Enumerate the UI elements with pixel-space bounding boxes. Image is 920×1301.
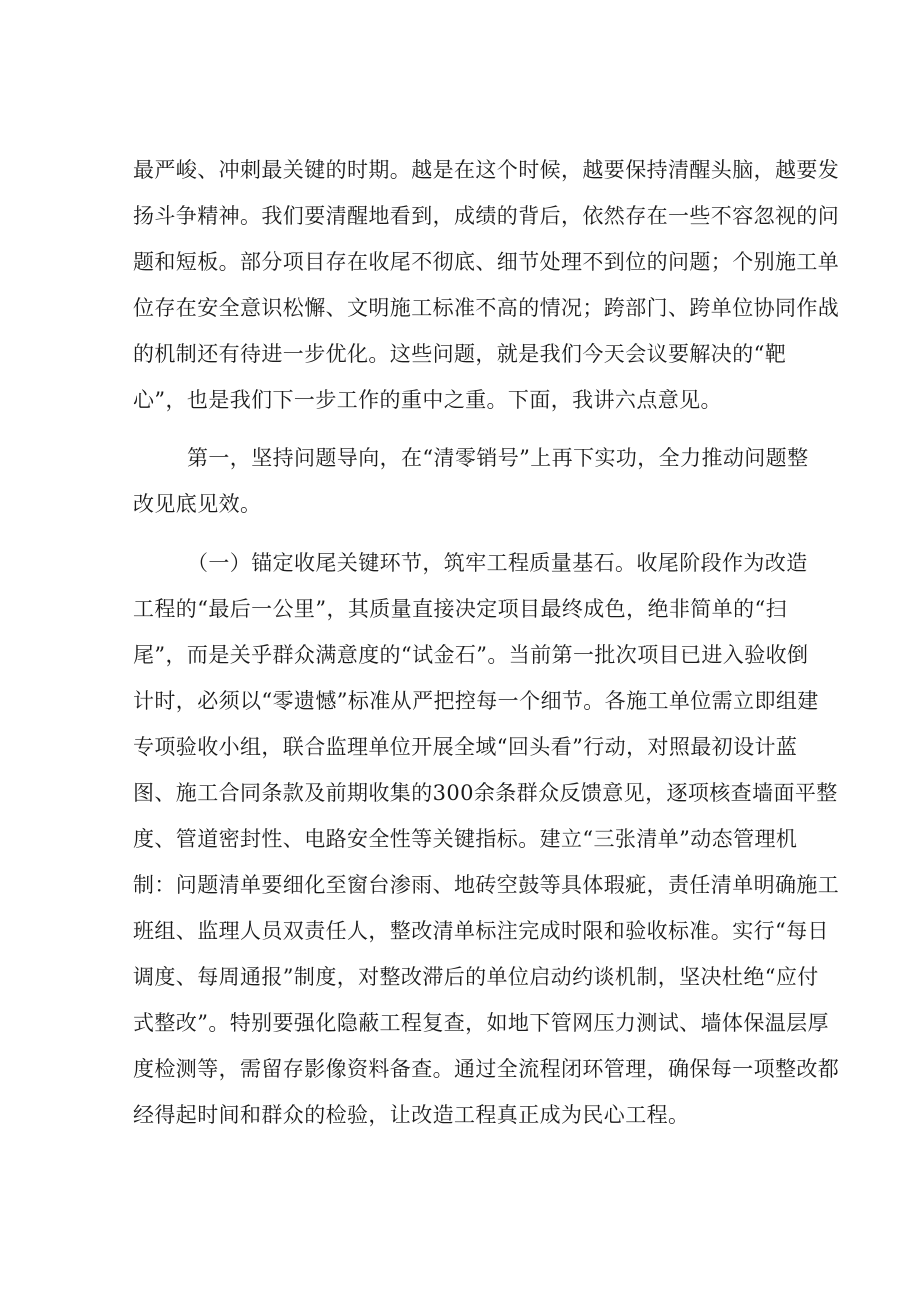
paragraph-1-line-4: 位存在安全意识松懈、文明施工标准不高的情况；跨部门、跨单位协同作战 <box>133 296 840 320</box>
paragraph-1-line-5: 的机制还有待进一步优化。这些问题，就是我们今天会议要解决的“靶 <box>133 342 787 366</box>
paragraph-3-line-1: （一）锚定收尾关键环节，筑牢工程质量基石。收尾阶段作为改造 <box>187 551 808 575</box>
paragraph-2-line-1: 第一，坚持问题导向，在“清零销号”上再下实功，全力推动问题整 <box>187 446 809 470</box>
paragraph-3-line-7: 度、管道密封性、电路安全性等关键指标。建立“三张清单”动态管理机 <box>133 827 798 851</box>
paragraph-3-line-8: 制：问题清单要细化至窗台渗雨、地砖空鼓等具体瑕疵，责任清单明确施工 <box>133 873 840 897</box>
paragraph-1-line-2: 扬斗争精神。我们要清醒地看到，成绩的背后，依然存在一些不容忽视的问 <box>133 204 840 228</box>
paragraph-3-line-13: 经得起时间和群众的检验，让改造工程真正成为民心工程。 <box>133 1103 690 1127</box>
paragraph-1-line-1: 最严峻、冲刺最关键的时期。越是在这个时候，越要保持清醒头脑，越要发 <box>133 158 840 182</box>
paragraph-3-line-9: 班组、监理人员双责任人，整改清单标注完成时限和验收标准。实行“每日 <box>133 919 829 943</box>
paragraph-2-line-2: 改见底见效。 <box>133 492 262 516</box>
paragraph-3-line-4: 计时，必须以“零遗憾”标准从严把控每一个细节。各施工单位需立即组建 <box>133 689 819 713</box>
paragraph-3-line-5: 专项验收小组，联合监理单位开展全域“回头看”行动，对照最初设计蓝 <box>133 735 798 759</box>
paragraph-3-line-2: 工程的“最后一公里”，其质量直接决定项目最终成色，绝非简单的“扫 <box>133 597 788 621</box>
paragraph-1-line-6: 心”，也是我们下一步工作的重中之重。下面，我讲六点意见。 <box>133 388 722 412</box>
paragraph-3-line-10: 调度、每周通报”制度，对整改滞后的单位启动约谈机制，坚决杜绝“应付 <box>133 965 819 989</box>
paragraph-3-line-3: 尾”，而是关乎群众满意度的“试金石”。当前第一批次项目已进入验收倒 <box>133 643 809 667</box>
paragraph-3-line-6: 图、施工合同条款及前期收集的300余条群众反馈意见，逐项核查墙面平整 <box>133 781 838 805</box>
paragraph-1-line-3: 题和短板。部分项目存在收尾不彻底、细节处理不到位的问题；个别施工单 <box>133 250 840 274</box>
paragraph-3-line-11: 式整改”。特别要强化隐蔽工程复查，如地下管网压力测试、墙体保温层厚 <box>133 1011 829 1035</box>
paragraph-3-line-12: 度检测等，需留存影像资料备查。通过全流程闭环管理，确保每一项整改都 <box>133 1057 840 1081</box>
